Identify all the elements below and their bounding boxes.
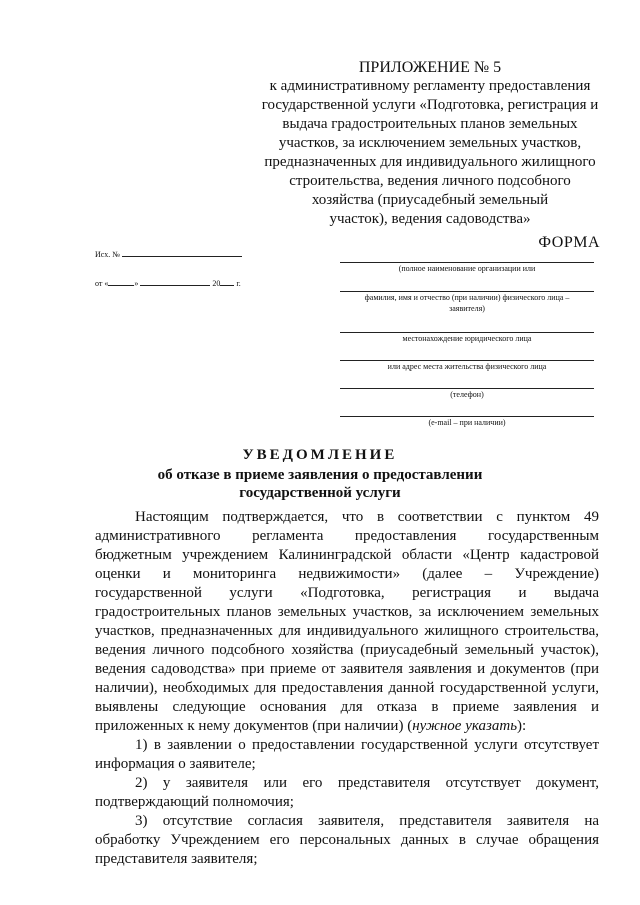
recipient-legal-address-field[interactable] [340,332,594,344]
body-line: ведения садоводства» при приеме от заявителя заявления и документов (при [95,661,599,677]
recipient-caption: (телефон) [450,390,484,399]
body-line: административного регламента предоставления государственным [95,528,599,544]
appendix-title: ПРИЛОЖЕНИЕ № 5 [358,59,502,76]
recipient-residence-field[interactable] [340,360,594,372]
notice-body [95,508,599,869]
date-suffix: г. [236,279,241,288]
recipient-caption: фамилия, имя и отчество (при наличии) физического лица – [364,293,570,302]
outgoing-number-field[interactable] [122,248,242,257]
notice-subtitle-line: государственной услуги [239,485,401,501]
body-line: наличии), необходимых для предоставления данной государственной услуги, [95,680,599,696]
date-mid: » [134,279,139,288]
date-prefix: от « [95,279,109,288]
body-line: градостроительных планов земельных участков, за исключением земельных [95,604,599,620]
body-text: ): [517,718,527,734]
recipient-caption: (полное наименование организации или [398,264,536,273]
date-day-field[interactable] [108,277,134,286]
reason-item-1: 1) в заявлении о предоставлении государственной услуги отсутствует [135,737,599,753]
field-rule [340,416,594,417]
reason-item-1-cont: информация о заявителе; [95,756,256,772]
appendix-line: участок), ведения садоводства» [329,211,531,227]
appendix-line: государственной услуги «Подготовка, регистрация и [261,97,599,113]
body-text: приложенных к нему документов (при наличии) ( [95,718,413,734]
body-line: бюджетным учреждением Калининградской области «Центр кадастровой [95,547,599,563]
body-line: выявлены следующие основания для отказа в приеме заявления и [95,699,599,715]
field-rule [340,262,594,263]
field-rule [340,332,594,333]
body-line: оценки и мониторинга недвижимости» (далее – Учреждение) [95,566,599,582]
body-line: ведения личного подсобного хозяйства (приусадебный земельный участок), [95,642,599,658]
date-month-field[interactable] [140,277,210,286]
field-rule [340,291,594,292]
body-emphasis: нужное указать [412,718,518,734]
reason-item-2-cont: подтверждающий полномочия; [95,794,294,810]
reason-item-3: 3) отсутствие согласия заявителя, представителя заявителя на [135,813,599,829]
outgoing-date-row [95,277,241,288]
field-rule [340,388,594,389]
recipient-phone-field[interactable] [340,388,594,400]
reason-item-2: 2) у заявителя или его представителя отсутствует документ, [135,775,599,791]
recipient-email-field[interactable] [340,416,594,428]
appendix-header [255,58,605,229]
date-year-field[interactable] [220,277,234,286]
outgoing-number-label: Исх. № [95,250,120,259]
reason-item-3-cont: обработку Учреждением его персональных данных в случае обращения [95,832,599,848]
recipient-caption: или адрес места жительства физического лица [387,362,547,371]
recipient-caption: местонахождение юридического лица [402,334,532,343]
recipient-org-field[interactable] [340,262,594,274]
appendix-line: хозяйства (приусадебный земельный [311,192,549,208]
field-rule [340,360,594,361]
body-line-last [95,717,599,736]
reason-item-3-cont: представителя заявителя; [95,851,258,867]
form-label: ФОРМА [538,234,600,251]
recipient-name-field[interactable] [340,291,594,314]
appendix-line: предназначенных для индивидуального жилищного [264,154,596,170]
recipient-caption: заявителя) [449,304,485,313]
appendix-line: к административному регламенту предоставления [269,78,591,94]
notice-subtitle [0,466,640,502]
body-line: Настоящим подтверждается, что в соответствии с пунктом 49 [135,509,599,525]
notice-subtitle-line: об отказе в приеме заявления о предоставлении [157,467,483,483]
appendix-line: строительства, ведения личного подсобного [289,173,571,189]
recipient-caption: (e-mail – при наличии) [428,418,506,427]
notice-title: УВЕДОМЛЕНИЕ [242,447,398,463]
body-line: государственной услуги «Подготовка, регистрация и выдача [95,585,599,601]
appendix-line: участков, за исключением земельных участков, [278,135,582,151]
outgoing-number-row [95,248,242,259]
body-line: участков, предназначенных для индивидуального жилищного строительства, [95,623,599,639]
appendix-line: выдача градостроительных планов земельных [282,116,578,132]
date-year-prefix: 20 [212,279,221,288]
